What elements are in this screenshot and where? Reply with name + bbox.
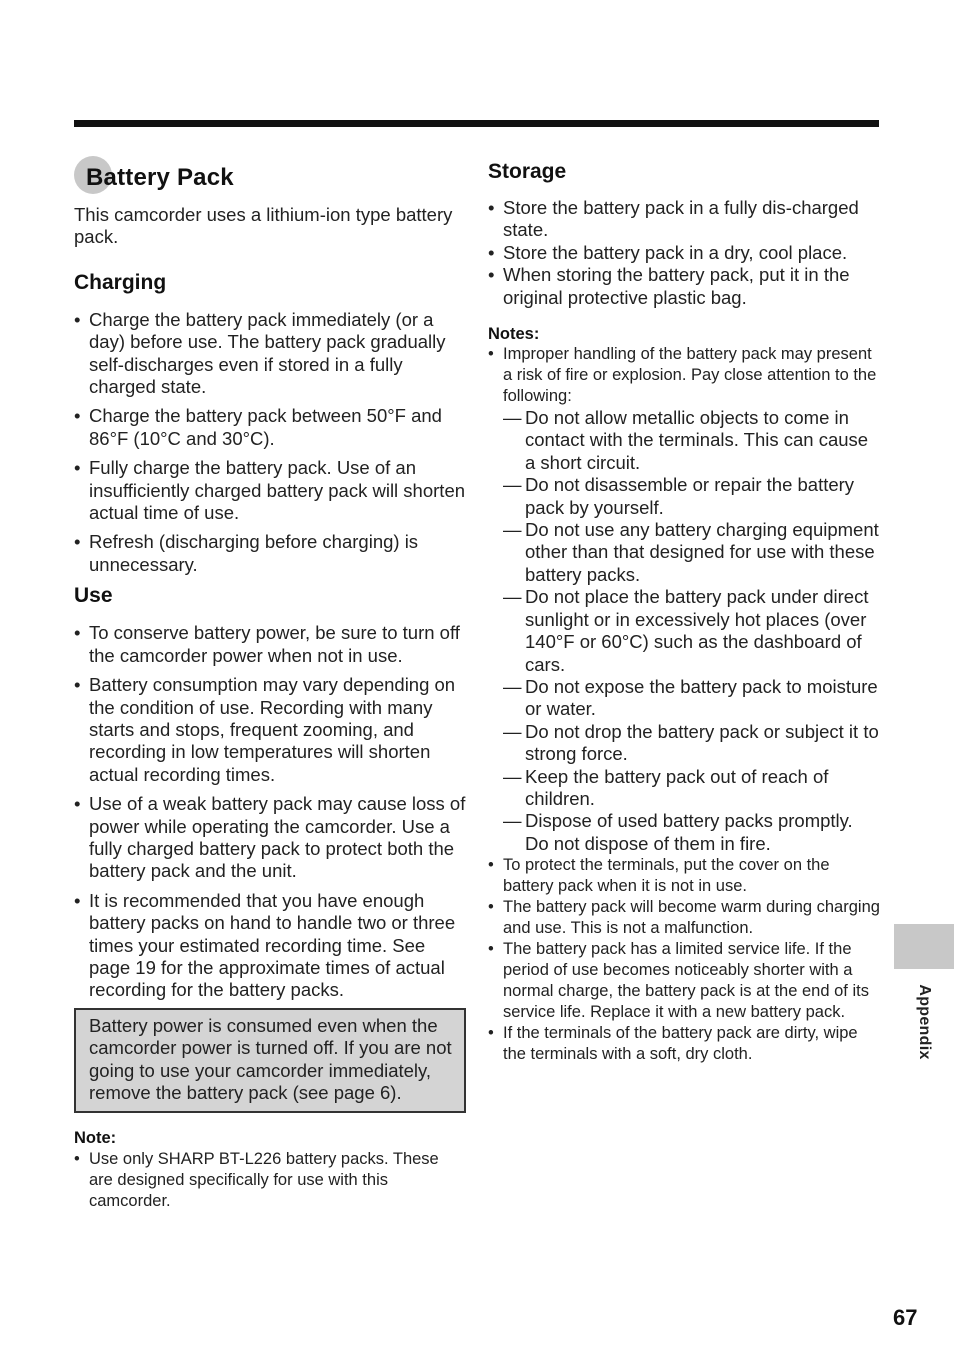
dash-item: — Do not use any battery charging equipment other than that designed for use with these battery packs. [503, 519, 880, 586]
page-title: Battery Pack [86, 164, 234, 191]
notes-item: • The battery pack will become warm during charging and use. This is not a malfunction. [488, 897, 880, 939]
left-column [74, 150, 466, 1212]
notes-item: • The battery pack has a limited service life. If the period of use becomes noticeably shorter with a normal charge, the battery pack is at the end of its service life. Replace it with a new battery pack. [488, 939, 880, 1023]
storage-item: • When storing the battery pack, put it in the original protective plastic bag. [488, 264, 880, 309]
storage-heading: Storage [488, 160, 567, 183]
charging-item: • Fully charge the battery pack. Use of an insufficiently charged battery pack will shorten actual time of use. [74, 457, 466, 524]
storage-list [488, 197, 880, 309]
note-heading: Note: [74, 1129, 117, 1148]
use-item: • To conserve battery power, be sure to turn off the camcorder power when not in use. [74, 622, 466, 667]
charging-item: • Refresh (discharging before charging) is unnecessary. [74, 531, 466, 576]
charging-item: • Charge the battery pack immediately (or a day) before use. The battery pack gradually self-discharges even if stored in a fully charged state. [74, 309, 466, 399]
dash-item: — Do not place the battery pack under direct sunlight or in excessively hot places (over 140°F or 60°C) such as the dashboard of cars. [503, 586, 880, 676]
right-column [488, 150, 880, 1065]
use-heading: Use [74, 584, 113, 608]
page-number: 67 [893, 1305, 918, 1330]
charging-heading: Charging [74, 270, 167, 294]
appendix-label: Appendix [916, 984, 933, 1060]
dash-item: — Do not drop the battery pack or subject it to strong force. [503, 721, 880, 766]
notes-list [488, 344, 880, 407]
charging-item: • Charge the battery pack between 50°F and 86°F (10°C and 30°C). [74, 405, 466, 450]
notes-item: • To protect the terminals, put the cover on the battery pack when it is not in use. [488, 855, 880, 897]
charging-list [74, 309, 466, 576]
dash-item: — Keep the battery pack out of reach of children. [503, 766, 880, 811]
notes-heading: Notes: [488, 325, 540, 344]
notes-item: • If the terminals of the battery pack are dirty, wipe the terminals with a soft, dry cloth. [488, 1023, 880, 1065]
notes-item: • Improper handling of the battery pack may present a risk of fire or explosion. Pay close attention to the following: [488, 344, 880, 407]
dash-item: — Do not allow metallic objects to come in contact with the terminals. This can cause a short circuit. [503, 407, 880, 474]
note-list [74, 1149, 466, 1212]
appendix-tab [894, 924, 954, 969]
storage-item: • Store the battery pack in a fully dis-charged state. [488, 197, 880, 242]
dash-item: — Dispose of used battery packs promptly. Do not dispose of them in fire. [503, 810, 880, 855]
dash-item: — Do not disassemble or repair the battery pack by yourself. [503, 474, 880, 519]
callout-box: Battery power is consumed even when the camcorder power is turned off. If you are not going to use your camcorder immediately, remove the battery pack (see page 6). [74, 1008, 466, 1114]
storage-item: • Store the battery pack in a dry, cool place. [488, 242, 880, 264]
note-item: • Use only SHARP BT-L226 battery packs. These are designed specifically for use with this camcorder. [74, 1149, 466, 1212]
top-rule [74, 120, 879, 127]
use-list [74, 622, 466, 1002]
intro-text: This camcorder uses a lithium-ion type battery pack. [74, 204, 453, 248]
section-title [74, 156, 466, 200]
use-item: • Battery consumption may vary depending on the condition of use. Recording with many starts and stops, frequent zooming, and recording in low temperatures will shorten actual recording times. [74, 674, 466, 786]
dash-item: — Do not expose the battery pack to moisture or water. [503, 676, 880, 721]
use-item: • It is recommended that you have enough battery packs on hand to handle two or three times your estimated recording time. See page 19 for the approximate times of actual recording for the battery packs. [74, 890, 466, 1002]
notes-rest-list [488, 855, 880, 1065]
use-item: • Use of a weak battery pack may cause loss of power while operating the camcorder. Use a fully charged battery pack to protect both the battery pack and the unit. [74, 793, 466, 883]
notes-dash-list [488, 407, 880, 855]
